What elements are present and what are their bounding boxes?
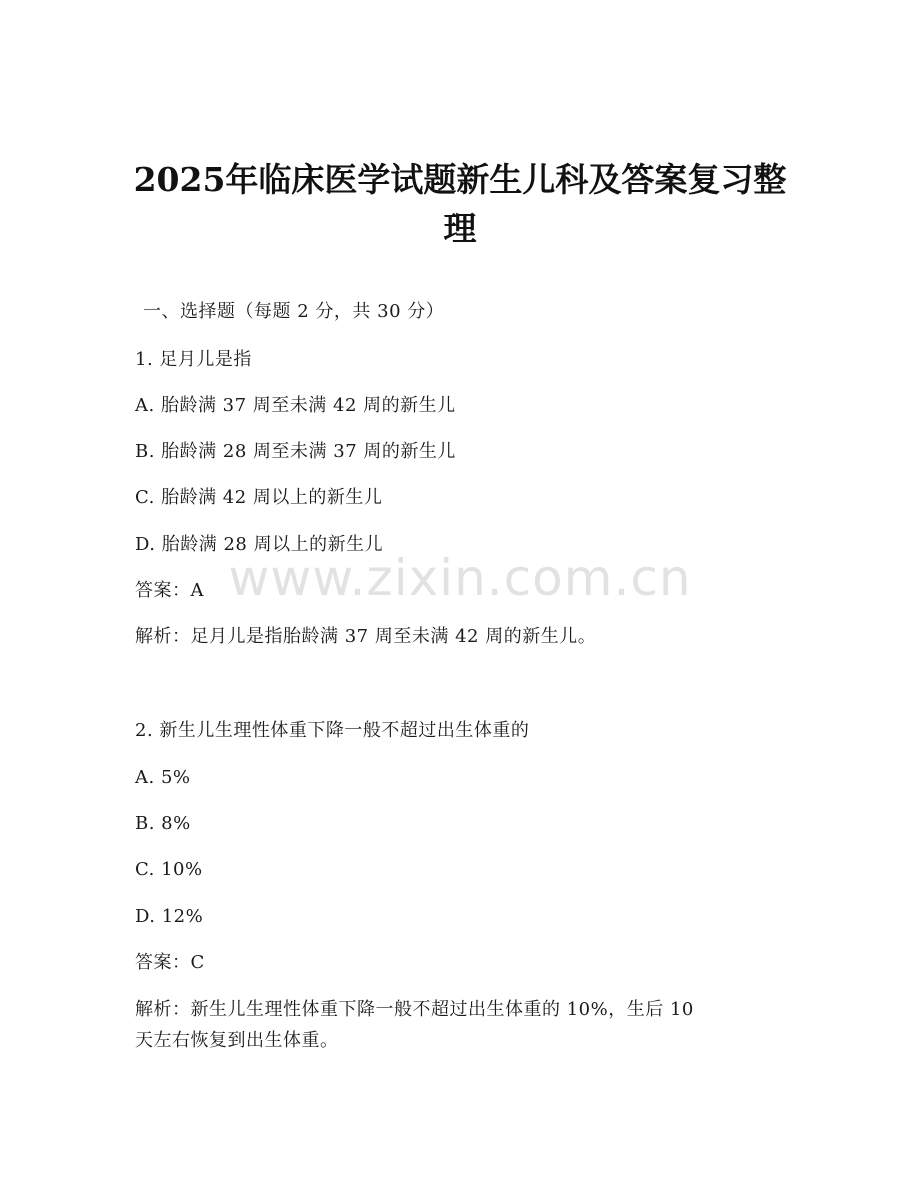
option-b: B. 8%	[135, 813, 191, 834]
option-a: A. 胎龄满 37 周至未满 42 周的新生儿	[135, 395, 456, 416]
option-d: D. 胎龄满 28 周以上的新生儿	[135, 534, 384, 555]
document-title: 2025年临床医学试题新生儿科及答案复习整	[133, 160, 787, 199]
explanation-continued: 天左右恢复到出生体重。	[135, 1030, 339, 1051]
watermark: www.zixin.com.cn	[228, 549, 692, 607]
question-stem: 1. 足月儿是指	[135, 349, 252, 370]
option-a: A. 5%	[135, 767, 191, 788]
section-heading: 一、选择题（每题 2 分，共 30 分）	[143, 301, 445, 322]
explanation: 解析：足月儿是指胎龄满 37 周至未满 42 周的新生儿。	[135, 626, 597, 647]
option-c: C. 胎龄满 42 周以上的新生儿	[135, 487, 383, 508]
option-c: C. 10%	[135, 859, 203, 880]
document-title-continued: 理	[443, 209, 477, 248]
option-d: D. 12%	[135, 906, 204, 927]
answer: 答案：C	[135, 952, 205, 973]
option-b: B. 胎龄满 28 周至未满 37 周的新生儿	[135, 441, 456, 462]
question-stem: 2. 新生儿生理性体重下降一般不超过出生体重的	[135, 720, 530, 741]
explanation: 解析：新生儿生理性体重下降一般不超过出生体重的 10%，生后 10	[135, 999, 694, 1020]
answer: 答案：A	[135, 580, 204, 601]
